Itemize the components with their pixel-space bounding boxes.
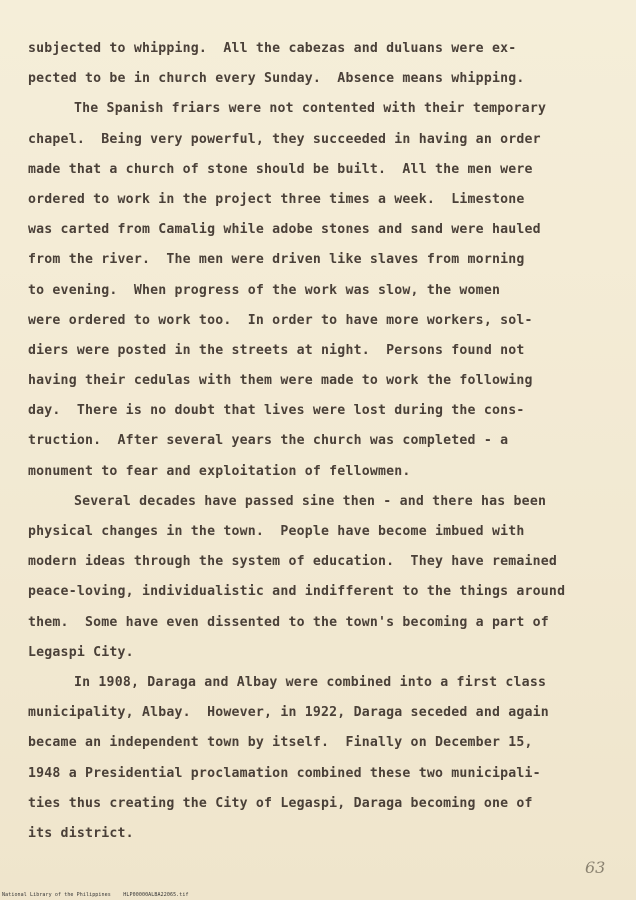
text-line: diers were posted in the streets at night. Persons found not [28,342,525,358]
paragraph-start-line: The Spanish friars were not contented with their temporary [74,101,547,117]
text-line: became an independent town by itself. Finally on December 15, [28,735,533,751]
text-line: monument to fear and exploitation of fellowmen. [28,463,411,479]
text-line: having their cedulas with them were made to work the following [28,373,533,389]
text-line: from the river. The men were driven like slaves from morning [28,252,525,268]
text-line: to evening. When progress of the work was slow, the women [28,282,501,298]
text-line: truction. After several years the church was completed - a [28,433,509,449]
text-line: ties thus creating the City of Legaspi, Daraga becoming one of [28,795,533,811]
paragraph-start-line: Several decades have passed sine then - and there has been [74,493,547,509]
handwritten-page-number: 63 [585,858,606,877]
text-line: modern ideas through the system of education. They have remained [28,554,558,570]
text-line: its district. [28,825,134,841]
scan-footer: National Library of the Philippines HLP00000ALBA22065.tif [2,892,189,898]
text-line: made that a church of stone should be built. All the men were [28,161,533,177]
paragraph-start-line: In 1908, Daraga and Albay were combined into a first class [74,674,547,690]
text-line: physical changes in the town. People have become imbued with [28,524,525,539]
text-line: peace-loving, individualistic and indifferent to the things around [28,584,566,600]
text-line: chapel. Being very powerful, they succeeded in having an order [28,131,541,147]
document-body [28,34,618,849]
text-line: pected to be in church every Sunday. Absence means whipping. [28,71,525,87]
text-line: was carted from Camalig while adobe stones and sand were hauled [28,222,541,238]
text-line: ordered to work in the project three times a week. Limestone [28,191,525,207]
text-line: them. Some have even dissented to the town's becoming a part of [28,614,549,630]
text-line: Legaspi City. [28,644,134,660]
text-line: subjected to whipping. All the cabezas and duluans were ex- [28,41,517,56]
text-line: 1948 a Presidential proclamation combined these two municipali- [28,765,541,781]
text-line: were ordered to work too. In order to have more workers, sol- [28,312,533,328]
text-line: municipality, Albay. However, in 1922, Daraga seceded and again [28,705,549,721]
text-line: day. There is no doubt that lives were lost during the cons- [28,403,525,419]
